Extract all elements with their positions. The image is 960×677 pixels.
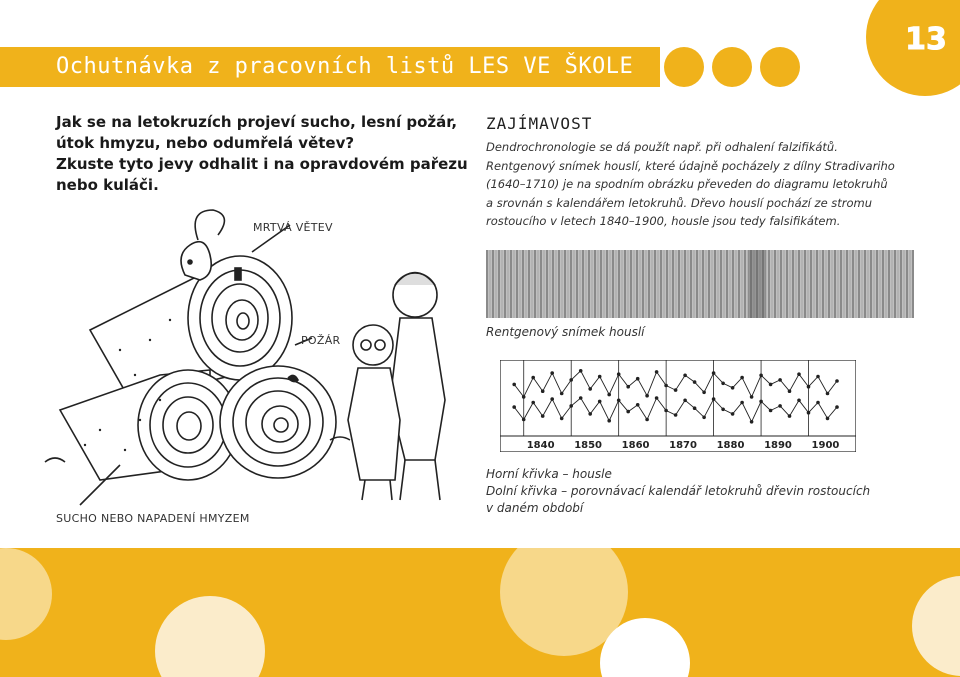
series-point-2 bbox=[683, 399, 687, 403]
right-log-end bbox=[220, 366, 336, 478]
fact-title: ZAJÍMAVOST bbox=[486, 114, 593, 133]
series-point-2 bbox=[816, 401, 820, 405]
series-point-2 bbox=[769, 409, 773, 413]
x-tick-label: 1860 bbox=[621, 440, 650, 451]
children bbox=[348, 273, 445, 501]
series-point-1 bbox=[569, 378, 573, 382]
series-point-1 bbox=[512, 383, 516, 387]
series-point-2 bbox=[778, 404, 782, 408]
series-point-2 bbox=[693, 406, 697, 410]
series-point-1 bbox=[655, 370, 659, 374]
question-line: Jak se na letokruzích projeví sucho, lesní požár, bbox=[56, 113, 458, 131]
series-point-2 bbox=[797, 399, 801, 403]
x-tick-label: 1900 bbox=[811, 440, 840, 451]
series-point-1 bbox=[693, 380, 697, 384]
fact-line: (1640–1710) je na spodním obrázku převeden do diagramu letokruhů bbox=[486, 177, 888, 191]
series-point-2 bbox=[721, 408, 725, 412]
series-point-2 bbox=[607, 419, 611, 423]
series-point-2 bbox=[560, 417, 564, 421]
label-drought-insects: SUCHO NEBO NAPADENÍ HMYZEM bbox=[56, 512, 250, 525]
series-point-2 bbox=[541, 414, 545, 418]
question-line: Zkuste tyto jevy odhalit i na opravdovém pařezu bbox=[56, 155, 468, 173]
fact-line: rostoucího v letech 1840–1900, housle jsou tedy falsifikátem. bbox=[486, 214, 841, 228]
series-point-2 bbox=[598, 400, 602, 404]
decor-dot-3 bbox=[760, 47, 800, 87]
series-point-2 bbox=[750, 420, 754, 424]
tree-ring-chart bbox=[500, 360, 856, 452]
question-text bbox=[56, 112, 468, 196]
footer-circle bbox=[912, 576, 960, 676]
legend-line: v daném období bbox=[486, 501, 584, 515]
series-point-1 bbox=[617, 372, 621, 376]
series-point-1 bbox=[816, 375, 820, 379]
series-point-2 bbox=[740, 401, 744, 405]
footer-circle bbox=[155, 596, 265, 677]
footer-circle bbox=[0, 548, 52, 640]
series-point-1 bbox=[778, 378, 782, 382]
decor-dot-2 bbox=[712, 47, 752, 87]
series-point-2 bbox=[626, 410, 630, 414]
series-point-2 bbox=[588, 412, 592, 416]
x-tick-label: 1840 bbox=[526, 440, 555, 451]
series-point-2 bbox=[826, 417, 830, 421]
series-point-2 bbox=[522, 418, 526, 422]
x-tick-label: 1880 bbox=[716, 440, 745, 451]
series-point-1 bbox=[712, 371, 716, 375]
series-point-1 bbox=[740, 376, 744, 380]
series-point-2 bbox=[712, 397, 716, 401]
series-point-1 bbox=[531, 376, 535, 380]
series-point-1 bbox=[636, 377, 640, 381]
question-line: útok hmyzu, nebo odumřelá větev? bbox=[56, 134, 355, 152]
xray-caption: Rentgenový snímek houslí bbox=[486, 325, 645, 339]
chart-legend bbox=[486, 466, 870, 517]
series-point-1 bbox=[607, 393, 611, 397]
series-point-2 bbox=[674, 413, 678, 417]
series-point-2 bbox=[531, 401, 535, 405]
x-tick-label: 1890 bbox=[764, 440, 792, 451]
series-point-1 bbox=[721, 382, 725, 386]
series-point-2 bbox=[512, 405, 516, 409]
series-point-2 bbox=[579, 396, 583, 400]
series-point-2 bbox=[655, 396, 659, 400]
x-tick-label: 1870 bbox=[669, 440, 697, 451]
series-point-1 bbox=[522, 395, 526, 399]
legend-line: Dolní křivka – porovnávací kalendář letokruhů dřevin rostoucích bbox=[486, 484, 871, 498]
decor-dot-1 bbox=[664, 47, 704, 87]
legend-line: Horní křivka – housle bbox=[486, 467, 612, 481]
series-point-1 bbox=[788, 389, 792, 393]
series-point-1 bbox=[588, 387, 592, 391]
series-point-1 bbox=[579, 369, 583, 373]
page-number: 13 bbox=[905, 22, 947, 57]
violin-xray-image bbox=[486, 250, 914, 318]
series-point-1 bbox=[835, 379, 839, 383]
series-point-2 bbox=[788, 414, 792, 418]
series-point-1 bbox=[683, 374, 687, 378]
series-point-1 bbox=[759, 374, 763, 378]
question-line: nebo kuláči. bbox=[56, 176, 159, 194]
series-point-1 bbox=[702, 391, 706, 395]
series-point-2 bbox=[617, 399, 621, 403]
series-point-2 bbox=[835, 405, 839, 409]
series-point-1 bbox=[541, 389, 545, 393]
fact-body bbox=[486, 138, 916, 231]
series-point-1 bbox=[826, 392, 830, 396]
series-point-1 bbox=[560, 392, 564, 396]
series-point-2 bbox=[569, 404, 573, 408]
series-point-2 bbox=[550, 397, 554, 401]
label-dead-branch: MRTVÁ VĚTEV bbox=[253, 221, 333, 234]
label-fire: POŽÁR bbox=[301, 334, 341, 347]
fact-line: Rentgenový snímek houslí, které údajně pocházely z dílny Stradivariho bbox=[486, 158, 895, 173]
page-title: Ochutnávka z pracovních listů LES VE ŠKOLE bbox=[56, 54, 634, 79]
series-point-2 bbox=[636, 403, 640, 407]
x-tick-label: 1850 bbox=[574, 440, 603, 451]
series-point-1 bbox=[797, 372, 801, 376]
series-point-2 bbox=[702, 416, 706, 420]
series-point-1 bbox=[750, 395, 754, 399]
series-point-1 bbox=[645, 394, 649, 398]
logs-illustration bbox=[40, 200, 470, 520]
series-point-1 bbox=[731, 386, 735, 390]
series-point-2 bbox=[759, 400, 763, 404]
fact-line: Dendrochronologie se dá použít např. při odhalení falzifikátů. bbox=[486, 140, 838, 154]
series-point-2 bbox=[807, 411, 811, 415]
series-point-1 bbox=[769, 383, 773, 387]
series-point-1 bbox=[674, 388, 678, 392]
squirrel bbox=[181, 242, 211, 280]
series-point-1 bbox=[807, 385, 811, 389]
series-point-2 bbox=[645, 418, 649, 422]
series-point-1 bbox=[664, 384, 668, 388]
series-point-1 bbox=[626, 385, 630, 389]
series-point-1 bbox=[550, 371, 554, 375]
series-point-2 bbox=[731, 412, 735, 416]
series-point-2 bbox=[664, 409, 668, 413]
series-point-1 bbox=[598, 375, 602, 379]
fact-line: a srovnán s kalendářem letokruhů. Dřevo houslí pochází ze stromu bbox=[486, 195, 873, 210]
footer-band bbox=[0, 548, 960, 677]
